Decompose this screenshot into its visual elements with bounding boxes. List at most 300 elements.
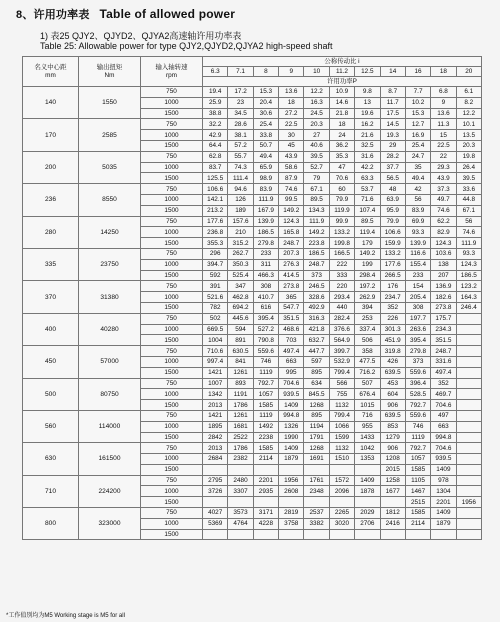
torque-cell: 2585 [79,119,141,151]
power-cell: 11.3 [431,119,456,130]
power-cell: 89.5 [304,194,329,205]
ratio-header-cell: 6.3 [203,67,228,77]
power-cell: 56.5 [380,173,405,184]
power-cell: 248.7 [279,238,304,249]
torque-cell: 224200 [79,475,141,507]
power-cell: 20.4 [253,97,278,108]
power-cell: 149.2 [355,248,380,259]
power-cell: 4764 [228,518,253,529]
power-cell: 253 [355,313,380,324]
power-cell: 8.2 [456,97,481,108]
power-cell: 282.4 [329,313,354,324]
power-cell: 1258 [380,475,405,486]
center-distance-cell: 450 [23,346,79,378]
rpm-cell: 1000 [141,130,203,141]
power-cell [456,518,481,529]
power-cell: 37.3 [431,184,456,195]
power-cell: 15 [431,130,456,141]
ratio-header-cell: 10 [304,67,329,77]
power-cell: 28.2 [380,151,405,162]
center-distance-cell: 560 [23,410,79,442]
power-cell: 93.3 [456,248,481,259]
center-distance-cell: 236 [23,184,79,216]
power-cell: 2013 [203,443,228,454]
power-cell: 4027 [203,508,228,519]
power-cell: 355.3 [203,238,228,249]
power-cell: 263.6 [405,324,430,335]
rpm-cell: 1000 [141,292,203,303]
power-cell: 373 [304,270,329,281]
power-cell: 639.5 [380,410,405,421]
power-cell [456,443,481,454]
table-row [23,443,482,454]
power-cell: 906 [380,443,405,454]
power-cell: 447.7 [304,346,329,357]
center-distance-cell: 710 [23,475,79,507]
header-ratio: 公称传动比 i [203,57,482,67]
power-cell [304,464,329,475]
power-cell: 1119 [405,432,430,443]
power-cell: 716 [355,410,380,421]
power-cell: 199.8 [329,238,354,249]
power-cell: 663 [279,356,304,367]
power-cell: 43.9 [279,151,304,162]
power-cell: 2684 [203,454,228,465]
ratio-header-cell: 11.2 [329,67,354,77]
power-cell: 365 [279,292,304,303]
power-cell: 532.9 [329,356,354,367]
power-cell [456,410,481,421]
power-cell: 79.9 [329,194,354,205]
power-cell: 248.7 [304,259,329,270]
power-cell: 149.2 [279,205,304,216]
power-cell [228,464,253,475]
power-cell: 347 [228,281,253,292]
power-cell: 1599 [329,432,354,443]
power-cell: 1791 [304,432,329,443]
power-cell: 528.5 [405,389,430,400]
rpm-cell: 1000 [141,518,203,529]
rpm-cell: 750 [141,151,203,162]
power-cell: 99.5 [279,194,304,205]
header-torque-unit: Nm [104,71,115,79]
power-cell: 30.6 [253,108,278,119]
power-cell: 69.9 [405,216,430,227]
power-cell: 841 [228,356,253,367]
power-cell: 21.6 [355,130,380,141]
power-cell: 308 [253,281,278,292]
power-cell: 410.7 [253,292,278,303]
torque-cell: 8550 [79,184,141,216]
power-cell: 2522 [228,432,253,443]
power-cell: 32.5 [355,140,380,151]
power-cell: 74.3 [228,162,253,173]
power-cell: 65.9 [253,162,278,173]
power-cell: 93.3 [405,227,430,238]
power-cell: 396.4 [405,378,430,389]
power-cell: 395.4 [253,313,278,324]
power-cell: 710.6 [203,346,228,357]
torque-cell: 23750 [79,248,141,280]
power-cell: 2608 [279,486,304,497]
power-cell: 12.7 [405,119,430,130]
power-cell: 525.4 [228,270,253,281]
rpm-cell: 750 [141,508,203,519]
power-cell: 1132 [329,443,354,454]
power-cell: 906 [380,400,405,411]
rpm-cell: 1500 [141,302,203,313]
power-cell: 16.9 [405,130,430,141]
table-row [23,281,482,292]
torque-cell: 323000 [79,508,141,540]
power-cell: 106.6 [203,184,228,195]
power-cell: 167.9 [253,205,278,216]
power-cell [380,497,405,508]
power-cell: 394.7 [203,259,228,270]
power-cell: 2238 [253,432,278,443]
power-cell: 83.7 [203,162,228,173]
power-cell: 16.3 [304,97,329,108]
power-cell: 2201 [253,475,278,486]
center-distance-cell: 280 [23,216,79,248]
power-cell [456,400,481,411]
power-cell: 133.2 [380,248,405,259]
ratio-header-cell: 16 [405,67,430,77]
power-cell: 755 [329,389,354,400]
power-cell: 3382 [304,518,329,529]
power-cell: 95.9 [380,205,405,216]
table-row [23,508,482,519]
rpm-cell: 1000 [141,259,203,270]
power-cell: 477.5 [355,356,380,367]
center-distance-cell: 170 [23,119,79,151]
power-cell: 27.2 [279,108,304,119]
heading-cn: 8、许用功率表 [16,9,90,21]
power-cell [405,529,430,540]
power-cell: 1956 [279,475,304,486]
power-cell: 124.3 [431,238,456,249]
power-cell: 895 [304,410,329,421]
power-cell: 179 [355,238,380,249]
rpm-cell: 750 [141,410,203,421]
power-cell [279,497,304,508]
power-cell: 124.3 [456,259,481,270]
power-cell: 37.7 [380,162,405,173]
power-cell [456,378,481,389]
power-cell: 3726 [203,486,228,497]
power-cell: 39.5 [456,173,481,184]
power-cell: 33.8 [253,130,278,141]
rpm-cell: 1500 [141,108,203,119]
power-cell: 296 [203,248,228,259]
ratio-header-cell: 18 [431,67,456,77]
power-cell: 1066 [329,421,354,432]
power-cell: 1585 [253,443,278,454]
power-cell [456,313,481,324]
power-cell: 462.8 [228,292,253,303]
power-cell: 1878 [355,486,380,497]
power-cell: 1895 [203,421,228,432]
power-cell: 22.5 [431,140,456,151]
power-cell: 111.9 [253,194,278,205]
power-cell: 6.1 [456,87,481,98]
header-torque [79,57,141,87]
power-cell: 12.2 [456,108,481,119]
power-cell: 634 [304,378,329,389]
power-cell: 279.8 [253,238,278,249]
power-cell: 25.4 [253,119,278,130]
power-cell: 1990 [279,432,304,443]
power-cell [456,367,481,378]
table-row [23,248,482,259]
power-cell: 1119 [253,410,278,421]
power-cell: 67.1 [456,205,481,216]
power-cell: 3307 [228,486,253,497]
power-cell: 50.7 [253,140,278,151]
power-cell [279,529,304,540]
power-cell: 853 [380,421,405,432]
power-cell: 1194 [304,421,329,432]
rpm-cell: 1500 [141,529,203,540]
power-cell: 60 [329,184,354,195]
power-cell: 2537 [304,508,329,519]
power-cell: 20.3 [456,140,481,151]
power-cell: 1057 [405,454,430,465]
power-cell: 71.6 [355,194,380,205]
power-cell: 21.8 [329,108,354,119]
power-cell: 704.6 [279,378,304,389]
power-cell [355,497,380,508]
power-cell: 9.8 [355,87,380,98]
power-cell: 62.2 [431,216,456,227]
ratio-header-cell: 14 [380,67,405,77]
power-cell: 521.6 [203,292,228,303]
power-cell: 2265 [329,508,354,519]
power-cell: 1510 [329,454,354,465]
torque-cell: 40280 [79,313,141,345]
power-cell: 939.5 [279,389,304,400]
rpm-cell: 750 [141,313,203,324]
power-cell [456,432,481,443]
power-cell: 233 [253,248,278,259]
power-cell: 594 [228,324,253,335]
power-cell: 29.3 [431,162,456,173]
header-center-distance-unit: mm [45,71,56,79]
power-cell [329,497,354,508]
power-cell: 3758 [279,518,304,529]
power-cell: 197.7 [405,313,430,324]
power-cell: 106.6 [380,227,405,238]
power-cell: 1268 [304,400,329,411]
header-center-distance-label: 名义中心距 [34,63,67,71]
power-cell: 133.2 [329,227,354,238]
power-cell [253,497,278,508]
power-cell: 2201 [431,497,456,508]
power-cell: 63.3 [355,173,380,184]
power-cell: 716.2 [355,367,380,378]
power-cell: 123.2 [456,281,481,292]
power-cell: 939.5 [431,454,456,465]
power-cell: 82.9 [431,227,456,238]
power-cell: 315.2 [228,238,253,249]
power-cell: 79 [304,173,329,184]
power-cell: 1421 [203,410,228,421]
rpm-cell: 1500 [141,367,203,378]
center-distance-cell: 140 [23,87,79,119]
power-cell: 17.5 [380,108,405,119]
power-cell: 107.4 [355,205,380,216]
power-cell: 47 [329,162,354,173]
power-cell: 220 [329,281,354,292]
power-cell: 1786 [228,400,253,411]
power-cell: 337.4 [355,324,380,335]
power-cell: 155.4 [405,259,430,270]
power-cell: 199 [355,259,380,270]
power-cell: 13.6 [279,87,304,98]
power-cell: 19.3 [380,130,405,141]
power-cell [456,389,481,400]
power-cell: 352 [380,302,405,313]
power-cell: 279.8 [405,346,430,357]
power-cell: 16.2 [355,119,380,130]
power-cell: 497.4 [279,346,304,357]
rpm-cell: 1000 [141,97,203,108]
power-cell: 12.2 [304,87,329,98]
power-cell: 87.9 [279,173,304,184]
power-cell: 40.6 [304,140,329,151]
power-cell: 1421 [203,367,228,378]
power-cell: 604 [380,389,405,400]
power-cell: 134.3 [304,205,329,216]
power-cell [456,475,481,486]
power-cell: 149.2 [304,227,329,238]
power-cell: 33.6 [456,184,481,195]
power-cell: 45 [279,140,304,151]
center-distance-cell: 370 [23,281,79,313]
power-cell: 8.7 [380,87,405,98]
power-cell: 301.3 [380,324,405,335]
power-cell: 136.9 [431,281,456,292]
power-cell: 9 [431,97,456,108]
power-cell: 955 [355,421,380,432]
power-cell: 639.5 [380,367,405,378]
power-cell: 15.3 [405,108,430,119]
power-cell: 2795 [203,475,228,486]
rpm-cell: 750 [141,281,203,292]
power-cell: 39.5 [304,151,329,162]
power-cell: 373 [405,356,430,367]
power-cell: 262.7 [228,248,253,259]
power-cell: 506 [355,335,380,346]
power-cell: 316.3 [304,313,329,324]
power-cell: 14.5 [380,119,405,130]
power-cell [456,464,481,475]
power-cell [279,464,304,475]
power-cell [456,529,481,540]
rpm-cell: 1500 [141,270,203,281]
power-cell: 124.3 [279,216,304,227]
power-cell: 56 [405,194,430,205]
power-cell [228,529,253,540]
power-cell: 27 [304,130,329,141]
power-cell: 48 [380,184,405,195]
center-distance-cell: 335 [23,248,79,280]
power-cell: 1681 [228,421,253,432]
power-cell: 246.5 [304,281,329,292]
power-cell: 34.5 [228,108,253,119]
power-cell: 24 [329,130,354,141]
table-row [23,87,482,98]
power-cell: 182.6 [431,292,456,303]
power-cell: 1409 [431,464,456,475]
power-cell: 13.5 [456,130,481,141]
power-cell: 28.6 [228,119,253,130]
power-cell: 126 [228,194,253,205]
power-cell: 35.3 [329,151,354,162]
power-cell [253,464,278,475]
power-cell: 79.9 [380,216,405,227]
power-cell: 18 [329,119,354,130]
power-cell [456,454,481,465]
power-cell: 319.8 [380,346,405,357]
power-cell [355,464,380,475]
power-cell: 2114 [253,454,278,465]
power-cell: 1042 [355,443,380,454]
power-cell: 24.5 [304,108,329,119]
power-cell [203,529,228,540]
power-cell: 125.5 [203,173,228,184]
power-cell: 25.9 [203,97,228,108]
power-cell: 14.6 [329,97,354,108]
power-cell: 845.5 [304,389,329,400]
power-cell: 978 [431,475,456,486]
allowable-power-table [22,56,482,540]
power-cell: 157.6 [228,216,253,227]
power-cell: 895 [304,367,329,378]
torque-cell: 5035 [79,151,141,183]
power-cell: 139.9 [405,238,430,249]
power-cell: 111.9 [304,216,329,227]
power-cell: 1492 [253,421,278,432]
power-cell: 111.9 [456,238,481,249]
power-cell: 32.2 [203,119,228,130]
power-cell [253,529,278,540]
power-cell: 1879 [431,518,456,529]
power-cell [456,486,481,497]
rpm-cell: 1000 [141,486,203,497]
power-cell: 1353 [355,454,380,465]
rpm-cell: 1000 [141,454,203,465]
power-cell: 440 [329,302,354,313]
center-distance-cell: 800 [23,508,79,540]
power-cell [456,508,481,519]
rpm-cell: 750 [141,378,203,389]
power-cell: 19.6 [355,108,380,119]
power-cell: 358 [355,346,380,357]
power-cell: 223.8 [304,238,329,249]
power-cell: 138 [431,259,456,270]
power-cell: 111.4 [228,173,253,184]
power-cell: 83.9 [253,184,278,195]
power-cell: 262.9 [355,292,380,303]
power-cell: 10.2 [405,97,430,108]
power-cell: 119.4 [355,227,380,238]
power-cell: 42.2 [355,162,380,173]
power-cell: 103.6 [431,248,456,259]
header-center-distance [23,57,79,87]
table-subtitle-en: Table 25: Allowable power for type QJY2,QJYD2,QJYA2 high-speed shaft [40,41,333,51]
rpm-cell: 1500 [141,140,203,151]
